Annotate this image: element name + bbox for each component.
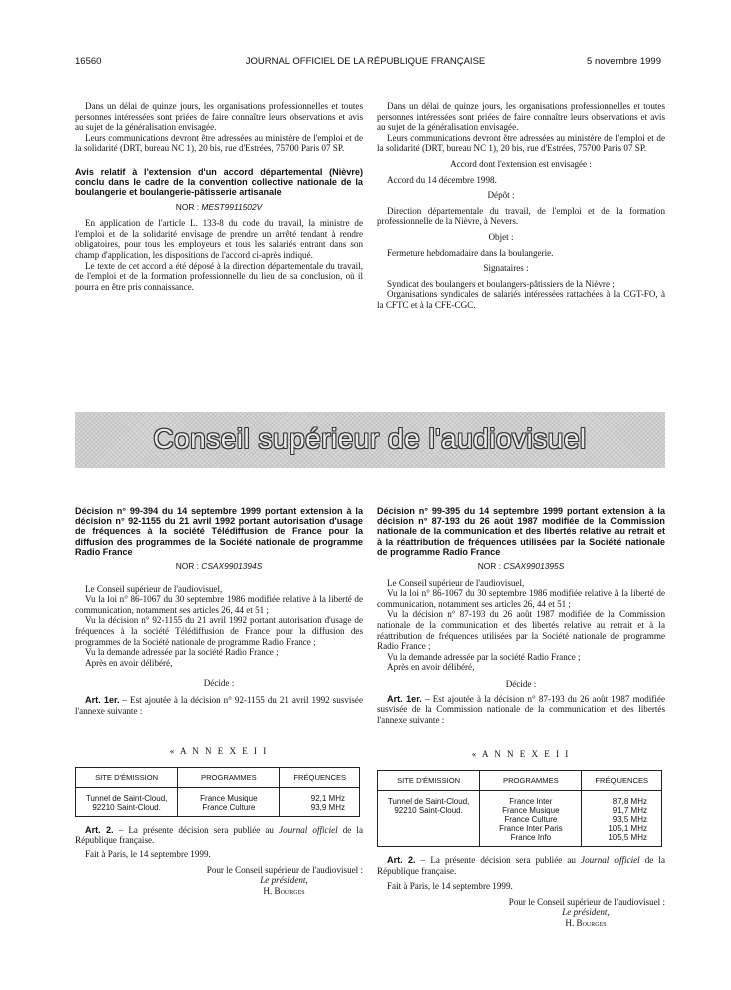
issue-date: 5 novembre 1999 (587, 56, 661, 67)
section-heading: Accord dont l'extension est envisagée : (450, 158, 592, 169)
signature-name: H. Bourges (263, 885, 305, 896)
paragraph: Vu la demande adressée par la société Radio France ; (85, 647, 279, 658)
annexe-heading: « A N N E X E I I (471, 749, 571, 760)
journal-title: JOURNAL OFFICIEL DE LA RÉPUBLIQUE FRANÇAISE (245, 56, 486, 67)
paragraph: Le Conseil supérieur de l'audiovisuel, (387, 577, 525, 588)
paragraph: Vu la loi n° 86-1067 du 30 septembre 1986 modifiée relative à la liberté de communication, notamment ses articles 26, 44 et 51 ; (377, 588, 665, 609)
paragraph: En application de l'article L. 133-8 du code du travail, la ministre de l'emploi et de la solidarité envisage de prendre un arrêté tendant à rendre obligatoires, pour tous les employeurs et tous les salariés entrant dans son champ d'application, les dispositions de l'accord ci-après indiqué. (75, 218, 363, 260)
paragraph: Organisations syndicales de salariés intéressées rattachées à la CGT-FO, à la CFTC et à la CFE-CGC. (377, 289, 665, 310)
article-2: Art. 2. – La présente décision sera publiée au Journal officiel de la République française. (377, 854, 665, 876)
paragraph: Vu la décision n° 87-193 du 26 août 1987 modifiée de la Commission nationale de la communication et des libertés relative au retrait et à la réattribution de fréquences utilisées par la Société nationale de programme Radio France ; (377, 609, 665, 652)
signature-name: H. Bourges (565, 917, 607, 928)
paragraph: Direction départementale du travail, de l'emploi et de la formation professionnelle de la Nièvre, à Nevers. (377, 205, 665, 227)
top-right-column (377, 101, 665, 311)
table-header-row (378, 770, 662, 790)
decide-heading: Décide : (203, 678, 235, 689)
column-header: PROGRAMMES (480, 770, 582, 790)
page-number: 16560 (75, 56, 102, 67)
paragraph: Le texte de cet accord a été déposé à la direction départementale du travail, de l'emploi et de la formation professionnelle du lieu de sa conclusion, où il pourra en être pris connaissance. (75, 260, 363, 292)
article-1: Art. 1er. – Est ajoutée à la décision n° 87-193 du 26 août 1987 modifiée susvisée de la Commission nationale de la communication et des libertés l'annexe suivante : (377, 693, 665, 725)
paragraph: Dans un délai de quinze jours, les organisations professionnelles et toutes personnes intéressées sont priées de faire connaître leurs observations et avis au sujet de la généralisation envisagée. (75, 101, 363, 133)
signatory-title: Le président, (260, 875, 308, 886)
paragraph: Le Conseil supérieur de l'audiovisuel, (85, 583, 223, 594)
paragraph: Vu la demande adressée par la société Radio France ; (387, 651, 581, 662)
column-header: SITE D'ÉMISSION (378, 770, 480, 790)
decide-heading: Décide : (505, 678, 537, 689)
table-header-row (76, 767, 360, 787)
signatory-line: Pour le Conseil supérieur de l'audiovisuel : (508, 896, 665, 907)
frequences-cell: 87,8 MHz 91,7 MHz 93,5 MHz 105,1 MHz 105,5 MHz (582, 790, 662, 846)
decision-title: Décision n° 99-395 du 14 septembre 1999 portant extension à la décision n° 87-193 du 26 août 1987 modifiée de la Commission nationale de la communication et des libertés relative au retrait et à la réattribution de fréquences utilisées par la Société nationale de programme Radio France (377, 506, 665, 557)
paragraph: Après en avoir délibéré, (387, 662, 475, 673)
column-header: FRÉQUENCES (582, 770, 662, 790)
programmes-cell: France Inter France Musique France Culture France Inter Paris France Info (480, 790, 582, 846)
table-row (378, 790, 662, 846)
right-decision-column (377, 506, 665, 928)
frequency-table (377, 770, 662, 847)
top-left-column (75, 101, 363, 292)
nor-reference: NOR : MESТ9911502V (175, 201, 263, 212)
section-banner (75, 412, 665, 468)
paragraph: Vu la décision n° 92-1155 du 21 avril 1992 portant autorisation d'usage de fréquences à la société Télédiffusion de France pour la diffusion des programmes de la Société nationale de programme Radio France ; (75, 615, 363, 647)
column-header: FRÉQUENCES (280, 767, 360, 787)
paragraph: Vu la loi n° 86-1067 du 30 septembre 1986 modifiée relative à la liberté de communication, notamment ses articles 26, 44 et 51 ; (75, 594, 363, 615)
frequency-table (75, 767, 360, 817)
section-heading: Signataires : (483, 263, 529, 274)
article-2: Art. 2. – La présente décision sera publiée au Journal officiel de la République française. (75, 824, 363, 846)
left-decision-column (75, 506, 363, 896)
column-header: SITE D'ÉMISSION (76, 767, 178, 787)
paragraph: Dans un délai de quinze jours, les organisations professionnelles et toutes personnes intéressées sont priées de faire connaître leurs observations et avis au sujet de la généralisation envisagée. (377, 101, 665, 133)
nor-reference: NOR : CSAX9901395S (477, 561, 565, 572)
programmes-cell: France Musique France Culture (178, 787, 280, 816)
nor-reference: NOR : CSAX9901394S (175, 561, 263, 572)
paragraph: Fait à Paris, le 14 septembre 1999. (85, 848, 211, 859)
section-banner-title: Conseil supérieur de l'audiovisuel (153, 423, 587, 454)
column-header: PROGRAMMES (178, 767, 280, 787)
section-heading: Objet : (488, 231, 514, 242)
annexe-heading: « A N N E X E I I (169, 746, 269, 757)
paragraph: Accord du 14 décembre 1998. (387, 174, 497, 185)
avis-title: Avis relatif à l'extension d'un accord départemental (Nièvre) conclu dans le cadre de la convention collective nationale de la boulangerie et boulangerie-pâtisserie artisanale (75, 166, 363, 198)
signatory-line: Pour le Conseil supérieur de l'audiovisuel : (206, 864, 363, 875)
paragraph: Fait à Paris, le 14 septembre 1999. (387, 881, 513, 892)
frequences-cell: 92,1 MHz 93,9 MHz (280, 787, 360, 816)
table-row (76, 787, 360, 816)
paragraph: Après en avoir délibéré, (85, 657, 173, 668)
section-heading: Dépôt : (487, 190, 515, 201)
paragraph: Leurs communications devront être adressées au ministère de l'emploi et de la solidarité (DRT, bureau NC 1), 20 bis, rue d'Estrées, 75700 Paris 07 SP. (377, 132, 665, 154)
paragraph: Fermeture hebdomadaire dans la boulangerie. (387, 247, 554, 258)
paragraph: Syndicat des boulangers et boulangers-pâtissiers de la Nièvre ; (387, 278, 615, 289)
article-1: Art. 1er. – Est ajoutée à la décision n° 92-1155 du 21 avril 1992 susvisée l'annexe suivante : (75, 694, 363, 716)
paragraph: Leurs communications devront être adressées au ministère de l'emploi et de la solidarité (DRT, bureau NC 1), 20 bis, rue d'Estrées, 75700 Paris 07 SP. (75, 132, 363, 154)
decision-title: Décision n° 99-394 du 14 septembre 1999 portant extension à la décision n° 92-1155 du 21 avril 1992 portant autorisation d'usage de fréquences à la société Télédiffusion de France pour la diffusion des programmes de la Société nationale de programme Radio France (75, 506, 363, 557)
signatory-title: Le président, (562, 907, 610, 918)
site-cell: Tunnel de Saint-Cloud, 92210 Saint-Cloud. (76, 787, 178, 816)
site-cell: Tunnel de Saint-Cloud, 92210 Saint-Cloud. (378, 790, 480, 846)
